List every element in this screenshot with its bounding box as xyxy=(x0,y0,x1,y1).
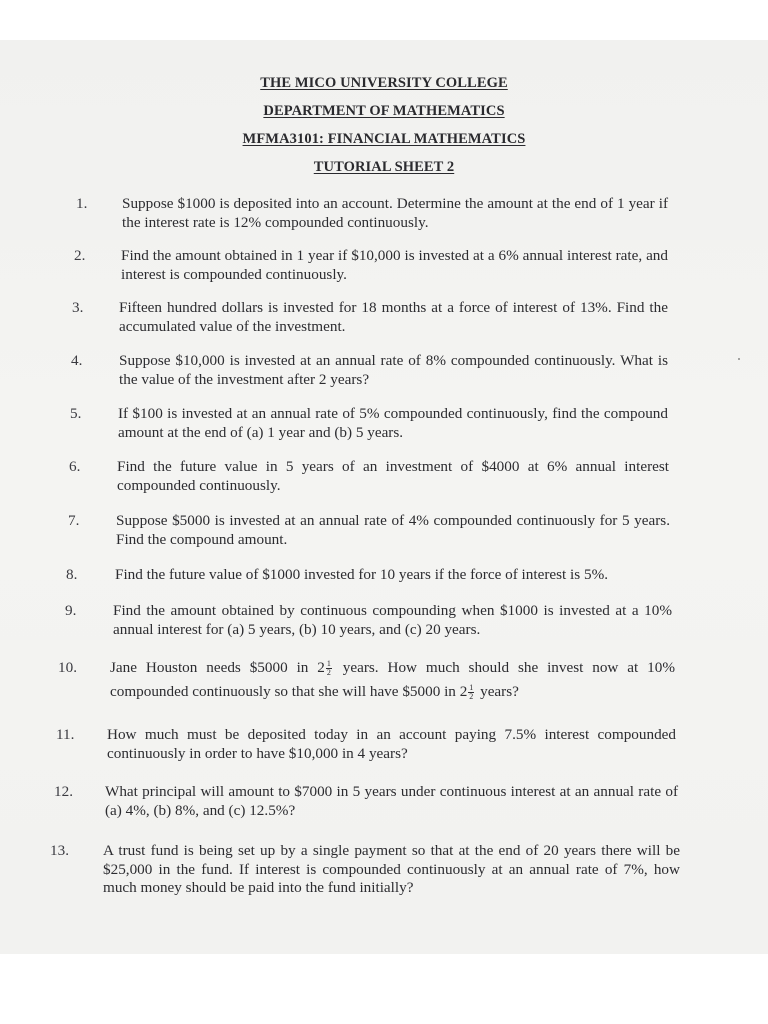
question-text: What principal will amount to $7000 in 5 years under continuous interest at an annual rate of (a) 4%, (b) 8%, and (c) 12.5%? xyxy=(105,783,678,819)
question-text xyxy=(110,656,675,704)
question-text: Find the amount obtained by continuous compounding when $1000 is invested at a 10% annual interest for (a) 5 years, (b) 10 years, and (c) 20 years. xyxy=(113,602,672,638)
question-text: Suppose $1000 is deposited into an account. Determine the amount at the end of 1 year if the interest rate is 12% compounded continuously. xyxy=(122,195,668,231)
question-number: 9. xyxy=(65,602,77,619)
question-number: 6. xyxy=(69,458,81,475)
question-text: Suppose $10,000 is invested at an annual rate of 8% compounded continuously. What is the value of the investment after 2 years? xyxy=(119,352,668,388)
question-number: 7. xyxy=(68,512,80,529)
question-text: Fifteen hundred dollars is invested for 18 months at a force of interest of 13%. Find the accumulated value of the investment. xyxy=(119,299,668,335)
question-text: Find the amount obtained in 1 year if $10,000 is invested at a 6% annual interest rate, and interest is compounded continuously. xyxy=(121,247,668,283)
question-number: 2. xyxy=(74,247,86,264)
question-number: 3. xyxy=(72,299,84,316)
question-text: If $100 is invested at an annual rate of 5% compounded continuously, find the compound amount at the end of (a) 1 year and (b) 5 years. xyxy=(118,405,668,441)
department-title: DEPARTMENT OF MATHEMATICS xyxy=(263,103,505,119)
question-number: 1. xyxy=(76,195,88,212)
question-text: Find the future value in 5 years of an investment of $4000 at 6% annual interest compounded continuously. xyxy=(117,458,669,494)
question-number: 10. xyxy=(58,659,77,676)
question-number: 8. xyxy=(66,566,78,583)
question-number: 13. xyxy=(50,842,69,859)
question-text-part: years. How much should she invest now at 10% compounded continuously so that she will have $5000 in 2 xyxy=(110,659,675,700)
question-text: A trust fund is being set up by a single payment so that at the end of 20 years there will be $25,000 in the fund. If interest is compounded continuously at an annual rate of 7%, how much money should be paid into the fund initially? xyxy=(103,842,680,896)
question-text-part: years? xyxy=(476,683,519,700)
fraction-one-half: $\frac{1}{2}$ xyxy=(326,659,331,678)
paper-speck xyxy=(738,358,740,360)
document-header xyxy=(0,69,768,181)
question-number: 12. xyxy=(54,783,73,800)
fraction-one-half: $\frac{1}{2}$ xyxy=(469,683,474,702)
college-title: THE MICO UNIVERSITY COLLEGE xyxy=(260,75,508,91)
question-text: How much must be deposited today in an account paying 7.5% interest compounded continuously in order to have $10,000 in 4 years? xyxy=(107,726,676,762)
course-title: MFMA3101: FINANCIAL MATHEMATICS xyxy=(242,131,526,147)
question-number: 11. xyxy=(56,726,75,743)
question-text: Suppose $5000 is invested at an annual rate of 4% compounded continuously for 5 years. Find the compound amount. xyxy=(116,512,670,548)
question-text-part: Jane Houston needs $5000 in 2 xyxy=(110,659,325,676)
question-text: Find the future value of $1000 invested for 10 years if the force of interest is 5%. xyxy=(115,566,609,583)
tutorial-sheet-title: TUTORIAL SHEET 2 xyxy=(313,159,455,175)
question-number: 5. xyxy=(70,405,82,422)
question-number: 4. xyxy=(71,352,83,369)
